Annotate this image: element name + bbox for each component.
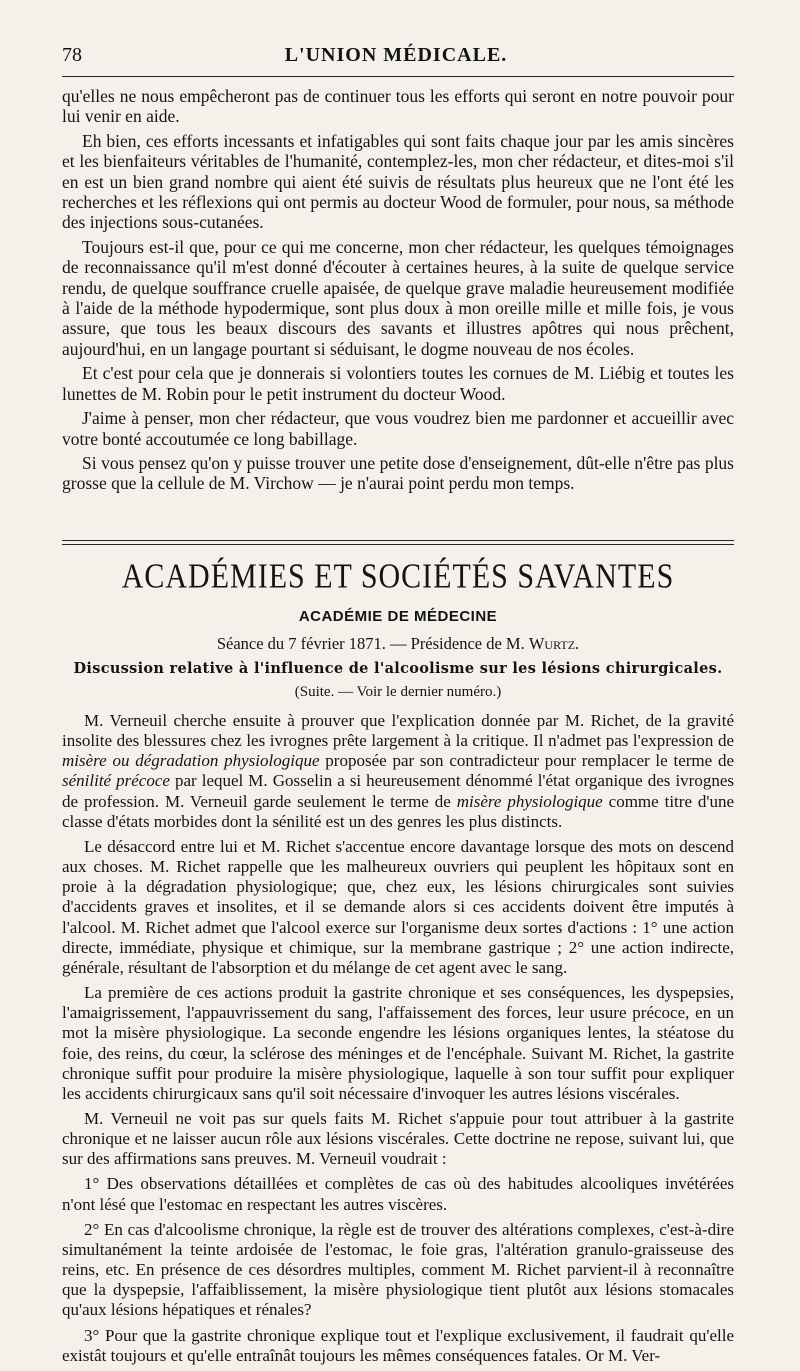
header-rule xyxy=(62,76,734,77)
section-title: ACADÉMIES ET SOCIÉTÉS SAVANTES xyxy=(121,557,675,596)
letter-paragraph: Eh bien, ces efforts incessants et infatigables qui sont faits chaque jour par les amis sincères et les bienfaiteurs véritables de l'humanité, contemplez-les, mon cher rédacteur, et dites-moi s'il en est un bien grand nombre qui aient été suivis de résultats plus heureux que ne l'ont été les recherches et les réflexions qui ont permis au docteur Wood de formuler, pour nous, sa méthode des injections sous-cutanées. xyxy=(62,130,734,233)
president-name: Wurtz. xyxy=(528,634,580,653)
body-text: M. Verneuil cherche ensuite à prouver que l'explication donnée par M. Richet, de la gravité insolite des blessures chez les ivrognes prête largement à la critique. Il n'admet pas l'expression de xyxy=(62,711,734,751)
seance-text: Séance du 7 février 1871. — Présidence de M. xyxy=(216,634,525,653)
body-paragraph: M. Verneuil ne voit pas sur quels faits M. Richet s'appuie pour tout attribuer à la gastrite chronique et ne laisser aucun rôle aux lésions viscérales. Cette doctrine ne repose, suivant lui, que sur des affirmations sans preuves. M. Verneuil voudrait : xyxy=(62,1108,734,1169)
body-paragraph xyxy=(62,711,734,832)
section-double-rule xyxy=(62,540,734,545)
section-subtitle: ACADÉMIE DE MÉDECINE xyxy=(298,608,498,625)
body-paragraph: La première de ces actions produit la gastrite chronique et ses conséquences, les dyspepsies, l'amaigrissement, l'appauvrissement du sang, l'affaissement des forces, leur usure précoce, en un mot la misère physiologique. La seconde engendre les lésions organiques lentes, la stéatose du foie, des reins, du cœur, la sclérose des méninges et de l'encéphale. Suivant M. Richet, la gastrite chronique suffit pour produire la misère physiologique, laquelle à son tour suffit pour expliquer les accidents chirurgicaux sans qu'il soit nécessaire d'invoquer les autres lésions viscérales. xyxy=(62,983,734,1103)
body-emphasis: misère physiologique xyxy=(456,791,603,811)
body-emphasis: misère ou dégradation physiologique xyxy=(62,751,320,771)
letter-paragraph: J'aime à penser, mon cher rédacteur, que vous voudrez bien me pardonner et accueillir avec votre bonté accoutumée ce long babillage. xyxy=(62,408,734,449)
letter-paragraph: Et c'est pour cela que je donnerais si volontiers toutes les cornues de M. Liébig et toutes les lunettes de M. Robin pour le petit instrument du docteur Wood. xyxy=(62,363,734,404)
letter-paragraph: Si vous pensez qu'on y puisse trouver une petite dose d'enseignement, dût-elle n'être pas plus grosse que la cellule de M. Virchow — je n'aurai point perdu mon temps. xyxy=(62,452,734,494)
letter-text xyxy=(62,86,734,498)
page-header xyxy=(62,44,730,74)
article-body xyxy=(62,711,734,1371)
body-text: par lequel M. Gosselin a si heureusement dénommé l'état organique des ivrognes de profession. M. Verneuil garde seulement le terme de xyxy=(62,771,735,811)
journal-title: L'UNION MÉDICALE. xyxy=(284,44,508,66)
body-text: comme titre d'une classe d'états morbides dont la sénilité est un des genres les plus distincts. xyxy=(62,791,735,831)
body-paragraph: 2° En cas d'alcoolisme chronique, la règle est de trouver des altérations complexes, c'est-à-dire simultanément la teinte ardoisée de l'estomac, le foie gras, l'altération granulo-graisseuse des reins, etc. En présence de ces désordres multiples, comment M. Richet parvient-il à reconnaître que la dyspepsie, l'affaiblissement, la misère physiologique tient plutôt aux lésions stomacales qu'aux lésions hépatiques et rénales? xyxy=(62,1219,734,1320)
body-paragraph: Le désaccord entre lui et M. Richet s'accentue encore davantage lorsque des mots on descend aux choses. M. Richet rappelle que les malheureux ouvriers qui peuplent les hôpitaux sont en proie à la dégradation physiologique; que, chez eux, les lésions chirurgicales sont suivies d'accidents graves et insolites, et il se demande alors si ces accidents doivent être imputés à l'alcool. M. Richet admet que l'alcool exerce sur l'organisme deux sortes d'actions : 1° une action directe, immédiate, physique et chimique, sur la membrane gastrique ; 2° une action indirecte, générale, résultant de l'absorption et du mélange de cet agent avec le sang. xyxy=(62,836,734,977)
body-paragraph: 3° Pour que la gastrite chronique explique tout et l'explique exclusivement, il faudrait qu'elle existât toujours et qu'elle entraînât toujours les mêmes conséquences fatales. Or M. Ver- xyxy=(62,1325,734,1365)
letter-paragraph: Toujours est-il que, pour ce qui me concerne, mon cher rédacteur, les quelques témoignages de reconnaissance qu'il m'est donné d'écouter à certaines heures, à la suite de quelque service rendu, de quelque souffrance cruelle apaisée, de quelque grave maladie heureusement modifiée à l'aide de la méthode hypodermique, sont plus doux à mon oreille mille et mille fois, je vous assure, que tous les beaux discours des savants et illustres apôtres qui nous prêchent, aujourd'hui, en un langage pourtant si séduisant, le dogme nouveau de nos écoles. xyxy=(62,236,734,359)
body-text: proposée par son contradicteur pour remplacer le terme de xyxy=(325,751,734,771)
seance-line xyxy=(62,634,734,654)
body-paragraph: 1° Des observations détaillées et complètes de cas où des habitudes alcooliques invétérées n'ont lésé que l'estomac en respectant les autres viscères. xyxy=(62,1174,734,1214)
continuation-note: (Suite. — Voir le dernier numéro.) xyxy=(294,684,502,700)
discussion-heading: Discussion relative à l'influence de l'alcoolisme sur les lésions chirurgicales. xyxy=(73,660,723,677)
letter-paragraph: qu'elles ne nous empêcheront pas de continuer tous les efforts qui seront en notre pouvoir pour lui venir en aide. xyxy=(62,86,734,127)
body-emphasis: sénilité précoce xyxy=(62,771,170,791)
page-number: 78 xyxy=(62,44,82,66)
